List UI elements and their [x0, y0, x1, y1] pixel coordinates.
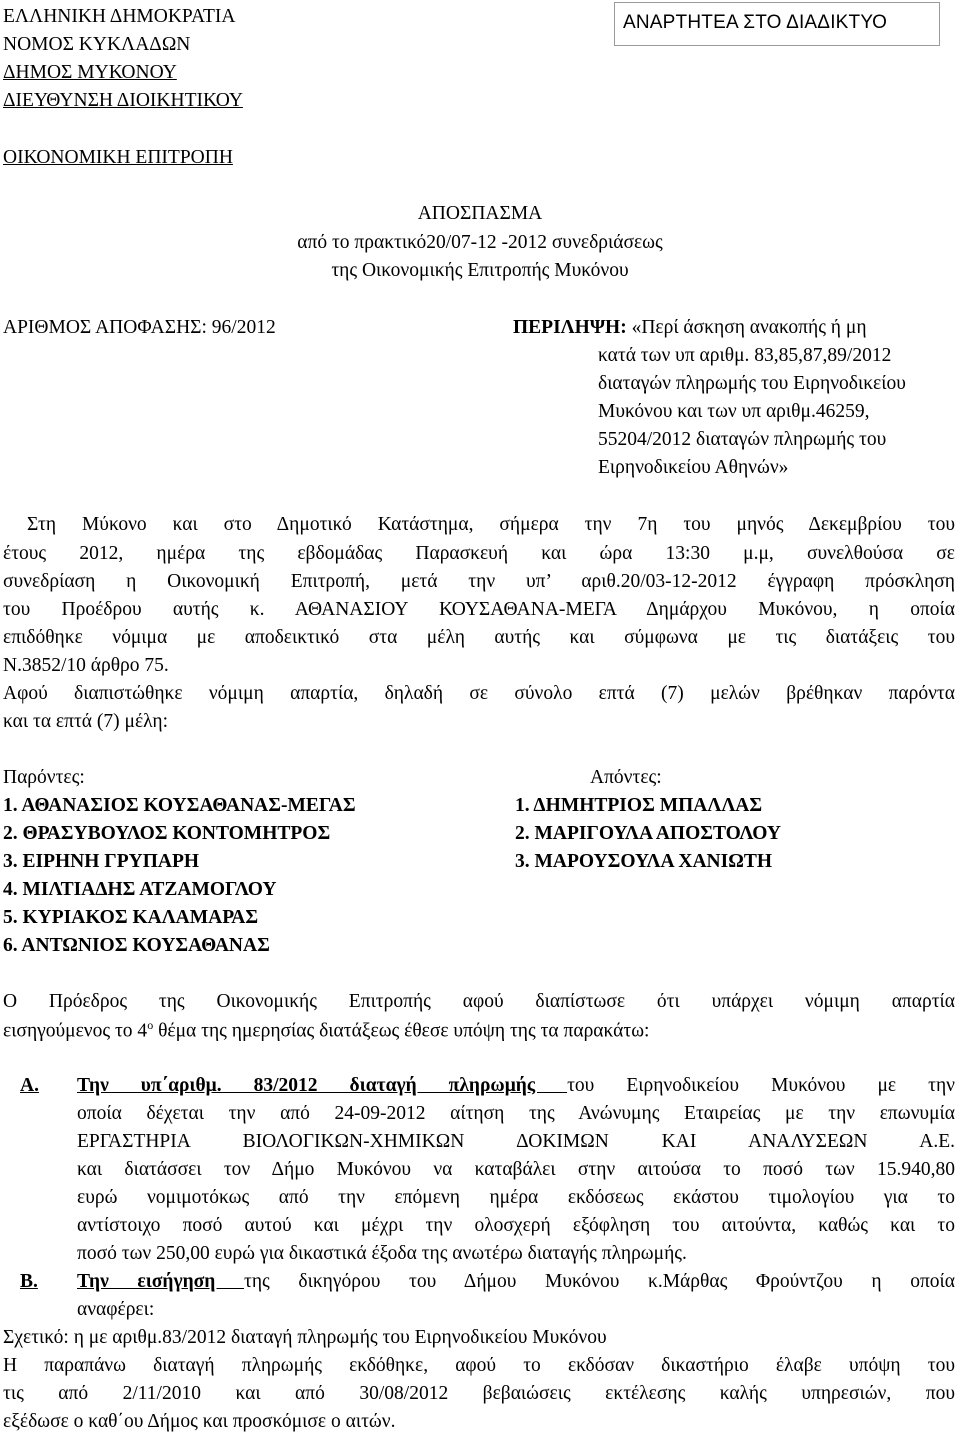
summary-line: Ειρηνοδικείου Αθηνών»: [598, 457, 789, 478]
header-line-republic: ΕΛΛΗΝΙΚΗ ΔΗΜΟΚΡΑΤΙΑ: [3, 6, 236, 27]
item-b-label: Β.: [20, 1271, 38, 1292]
item-b-first-line: [77, 1270, 955, 1293]
intro-line: Ν.3852/10 άρθρο 75.: [3, 655, 169, 676]
summary-line: κατά των υπ αριθμ. 83,85,87,89/2012: [598, 345, 892, 366]
item-a-title: Την υπ΄αριθμ. 83/2012 διαταγή πληρωμής: [77, 1075, 568, 1096]
present-label: Παρόντες:: [3, 767, 85, 788]
summary-label: ΠΕΡΙΛΗΨΗ:: [513, 317, 627, 338]
present-member: 3. ΕΙΡΗΝΗ ΓΡΥΠΑΡΗ: [3, 851, 200, 872]
intro-line: Στη Μύκονο και στο Δημοτικό Κατάστημα, σήμερα την 7η του μηνός Δεκεμβρίου του: [27, 514, 955, 535]
item-a-line: ποσό των 250,00 ευρώ για δικαστικά έξοδα της ανωτέρω διαταγής πληρωμής.: [77, 1243, 687, 1264]
item-b-title: Την εισήγηση: [77, 1271, 244, 1292]
absent-label: Απόντες:: [590, 767, 662, 788]
intro-line: επιδόθηκε νόμιμα με αποδεικτικό στα μέλη αυτής και σύμφωνα με τις διατάξεις του: [3, 627, 955, 648]
reference-line: Σχετικό: η με αριθμ.83/2012 διαταγή πληρωμής του Ειρηνοδικείου Μυκόνου: [3, 1327, 607, 1348]
present-member: 1. ΑΘΑΝΑΣΙΟΣ ΚΟΥΣΑΘΑΝΑΣ-ΜΕΓΑΣ: [3, 795, 356, 816]
item-a-line: αντίστοιχο ποσό αυτού και μέχρι την ολοσχερή εξόφληση του αιτούντα, καθώς και το: [77, 1215, 955, 1236]
president-line: Ο Πρόεδρος της Οικονομικής Επιτροπής αφού διαπίστωσε ότι υπάρχει νόμιμη απαρτία: [3, 991, 955, 1012]
item-a-first-line: [77, 1074, 955, 1097]
president-line-part: εισηγούμενος το 4: [3, 1020, 148, 1042]
decision-number: ΑΡΙΘΜΟΣ ΑΠΟΦΑΣΗΣ: 96/2012: [3, 317, 276, 338]
intro-line: συνεδρίαση η Οικονομική Επιτροπή, μετά την υπ’ αριθ.20/03-12-2012 έγγραφη πρόσκληση: [3, 571, 955, 592]
closing-line: Η παραπάνω διαταγή πληρωμής εκδόθηκε, αφού το εκδόσαν δικαστήριο έλαβε υπόψη του: [3, 1355, 955, 1376]
closing-line: εξέδωσε ο καθ΄ου Δήμος και προσκόμισε ο αιτών.: [3, 1411, 396, 1432]
item-a-text: του Ειρηνοδικείου Μυκόνου με την: [567, 1075, 955, 1096]
president-line: [3, 1018, 649, 1043]
present-member: 5. ΚΥΡΙΑΚΟΣ ΚΑΛΑΜΑΡΑΣ: [3, 907, 259, 928]
item-a-line: ευρώ νομιμοτόκως από την επόμενη ημέρα εκδόσεως εκάστου τιμολογίου για το: [77, 1187, 955, 1208]
header-line-prefecture: ΝΟΜΟΣ ΚΥΚΛΑΔΩΝ: [3, 34, 191, 55]
intro-line: και τα επτά (7) μέλη:: [3, 711, 169, 732]
publish-online-badge: ΑΝΑΡΤΗΤΕΑ ΣΤΟ ΔΙΑΔΙΚΤΥΟ: [614, 2, 940, 46]
absent-member: 1. ΔΗΜΗΤΡΙΟΣ ΜΠΑΛΛΑΣ: [515, 795, 763, 816]
intro-line: Αφού διαπιστώθηκε νόμιμη απαρτία, δηλαδή σε σύνολο επτά (7) μελών βρέθηκαν παρόντα: [3, 683, 955, 704]
item-a-line: ΕΡΓΑΣΤΗΡΙΑ ΒΙΟΛΟΓΙΚΩΝ-ΧΗΜΙΚΩΝ ΔΟΚΙΜΩΝ ΚΑΙ ΑΝΑΛΥΣΕΩΝ Α.Ε.: [77, 1131, 955, 1152]
document-title: ΑΠΟΣΠΑΣΜΑ: [417, 203, 543, 224]
closing-line: τις από 2/11/2010 και από 30/08/2012 βεβαιώσεις εκτέλεσης καλής υπηρεσιών, που: [3, 1383, 955, 1404]
intro-line: έτους 2012, ημέρα της εβδομάδας Παρασκευή και ώρα 13:30 μ.μ, συνελθούσα σε: [3, 543, 955, 564]
present-member: 2. ΘΡΑΣΥΒΟΥΛΟΣ ΚΟΝΤΟΜΗΤΡΟΣ: [3, 823, 331, 844]
item-a-line: και διατάσσει τον Δήμο Μυκόνου να καταβάλει στην αιτούσα το ποσό των 15.940,80: [77, 1159, 955, 1180]
president-line-part: θέμα της ημερησίας διατάξεως έθεσε υπόψη της τα παρακάτω:: [153, 1020, 650, 1042]
header-line-municipality: ΔΗΜΟΣ ΜΥΚΟΝΟΥ: [3, 62, 177, 83]
item-b-line: αναφέρει:: [77, 1299, 155, 1320]
header-line-directorate: ΔΙΕΥΘΥΝΣΗ ΔΙΟΙΚΗΤΙΚΟΥ: [3, 90, 243, 111]
title-committee-line: της Οικονομικής Επιτροπής Μυκόνου: [331, 260, 629, 281]
ordinal-superscript: ο: [147, 1018, 154, 1032]
summary-line: 55204/2012 διαταγών πληρωμής του: [598, 429, 887, 450]
item-a-label: Α.: [20, 1075, 39, 1096]
item-b-text: της δικηγόρου του Δήμου Μυκόνου κ.Μάρθας Φρούντζου η οποία: [244, 1271, 955, 1292]
summary-line: διαταγών πληρωμής του Ειρηνοδικείου: [598, 373, 906, 394]
summary-line: Μυκόνου και των υπ αριθμ.46259,: [598, 401, 870, 422]
title-minutes-line: από το πρακτικό20/07-12 -2012 συνεδριάσεως: [297, 232, 663, 253]
present-member: 4. ΜΙΛΤΙΑΔΗΣ ΑΤΖΑΜΟΓΛΟΥ: [3, 879, 277, 900]
present-member: 6. ΑΝΤΩΝΙΟΣ ΚΟΥΣΑΘΑΝΑΣ: [3, 935, 270, 956]
intro-line: του Προέδρου αυτής κ. ΑΘΑΝΑΣΙΟΥ ΚΟΥΣΑΘΑΝΑ-ΜΕΓΑ Δημάρχου Μυκόνου, η οποία: [3, 599, 955, 620]
absent-member: 2. ΜΑΡΙΓΟΥΛΑ ΑΠΟΣΤΟΛΟΥ: [515, 823, 781, 844]
absent-member: 3. ΜΑΡΟΥΣΟΥΛΑ ΧΑΝΙΩΤΗ: [515, 851, 773, 872]
item-a-line: οποία δέχεται την από 24-09-2012 αίτηση της Ανώνυμης Εταιρείας με την επωνυμία: [77, 1103, 955, 1124]
committee-heading: ΟΙΚΟΝΟΜΙΚΗ ΕΠΙΤΡΟΠΗ: [3, 147, 233, 168]
summary-line: «Περί άσκηση ανακοπής ή μη: [626, 317, 867, 338]
summary-first-line: [513, 316, 867, 339]
